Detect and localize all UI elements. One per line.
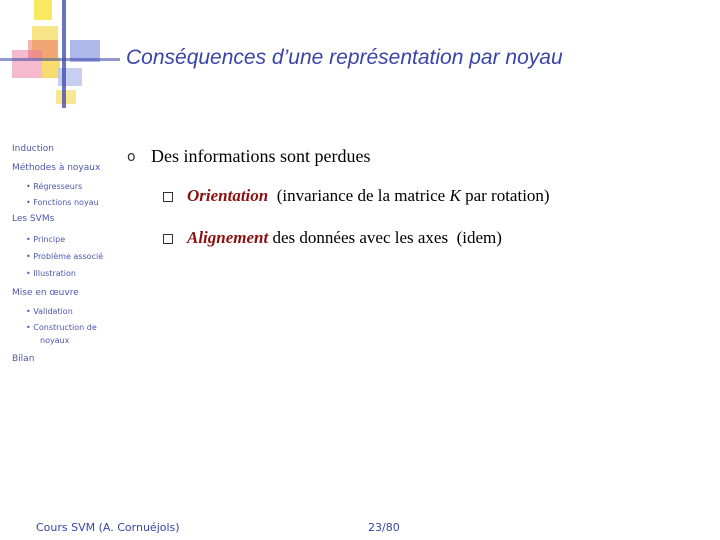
sub-bullet-text-end: par rotation): [460, 186, 550, 205]
sidebar-item-induction[interactable]: Induction: [12, 144, 54, 154]
sub-bullet-emphasis: Alignement: [187, 228, 269, 247]
footer-page-number: 23/80: [368, 521, 400, 534]
square-bullet-icon: [163, 234, 173, 244]
square-bullet-icon: [163, 192, 173, 202]
sidebar-item-principe[interactable]: • Principe: [26, 235, 66, 244]
main-bullet: [127, 146, 370, 167]
sidebar-item-regresseurs[interactable]: • Régresseurs: [26, 182, 83, 191]
sidebar-item-svms[interactable]: Les SVMs: [12, 214, 55, 224]
sub-bullet-variable: K: [449, 186, 461, 205]
decorative-logo: [0, 0, 120, 110]
sidebar-item-methodes[interactable]: Méthodes à noyaux: [12, 163, 101, 173]
sidebar-item-bilan[interactable]: Bilan: [12, 354, 35, 364]
main-bullet-text: Des informations sont perdues: [151, 146, 371, 166]
sidebar-item-probleme-associe[interactable]: • Problème associé: [26, 252, 104, 261]
sub-bullet-text: (invariance de la matrice: [268, 186, 450, 205]
sidebar-item-fonctions-noyau[interactable]: • Fonctions noyau: [26, 198, 99, 207]
footer-course: Cours SVM (A. Cornuéjols): [36, 521, 180, 534]
sidebar-item-mise-en-oeuvre[interactable]: Mise en œuvre: [12, 288, 79, 298]
sub-bullet-alignement: [163, 228, 502, 248]
sidebar-item-validation[interactable]: • Validation: [26, 307, 73, 316]
sub-bullet-text: des données avec les axes (idem): [268, 228, 502, 247]
sidebar-item-illustration[interactable]: • Illustration: [26, 269, 76, 278]
sub-bullet-emphasis: Orientation: [187, 186, 269, 205]
sub-bullet-orientation: [163, 186, 550, 206]
sidebar-item-noyaux[interactable]: noyaux: [40, 336, 70, 345]
slide-title: Conséquences d’une représentation par noyau: [126, 46, 563, 69]
bullet-circle-icon: o: [127, 148, 136, 165]
sidebar-item-construction[interactable]: • Construction de: [26, 323, 97, 332]
